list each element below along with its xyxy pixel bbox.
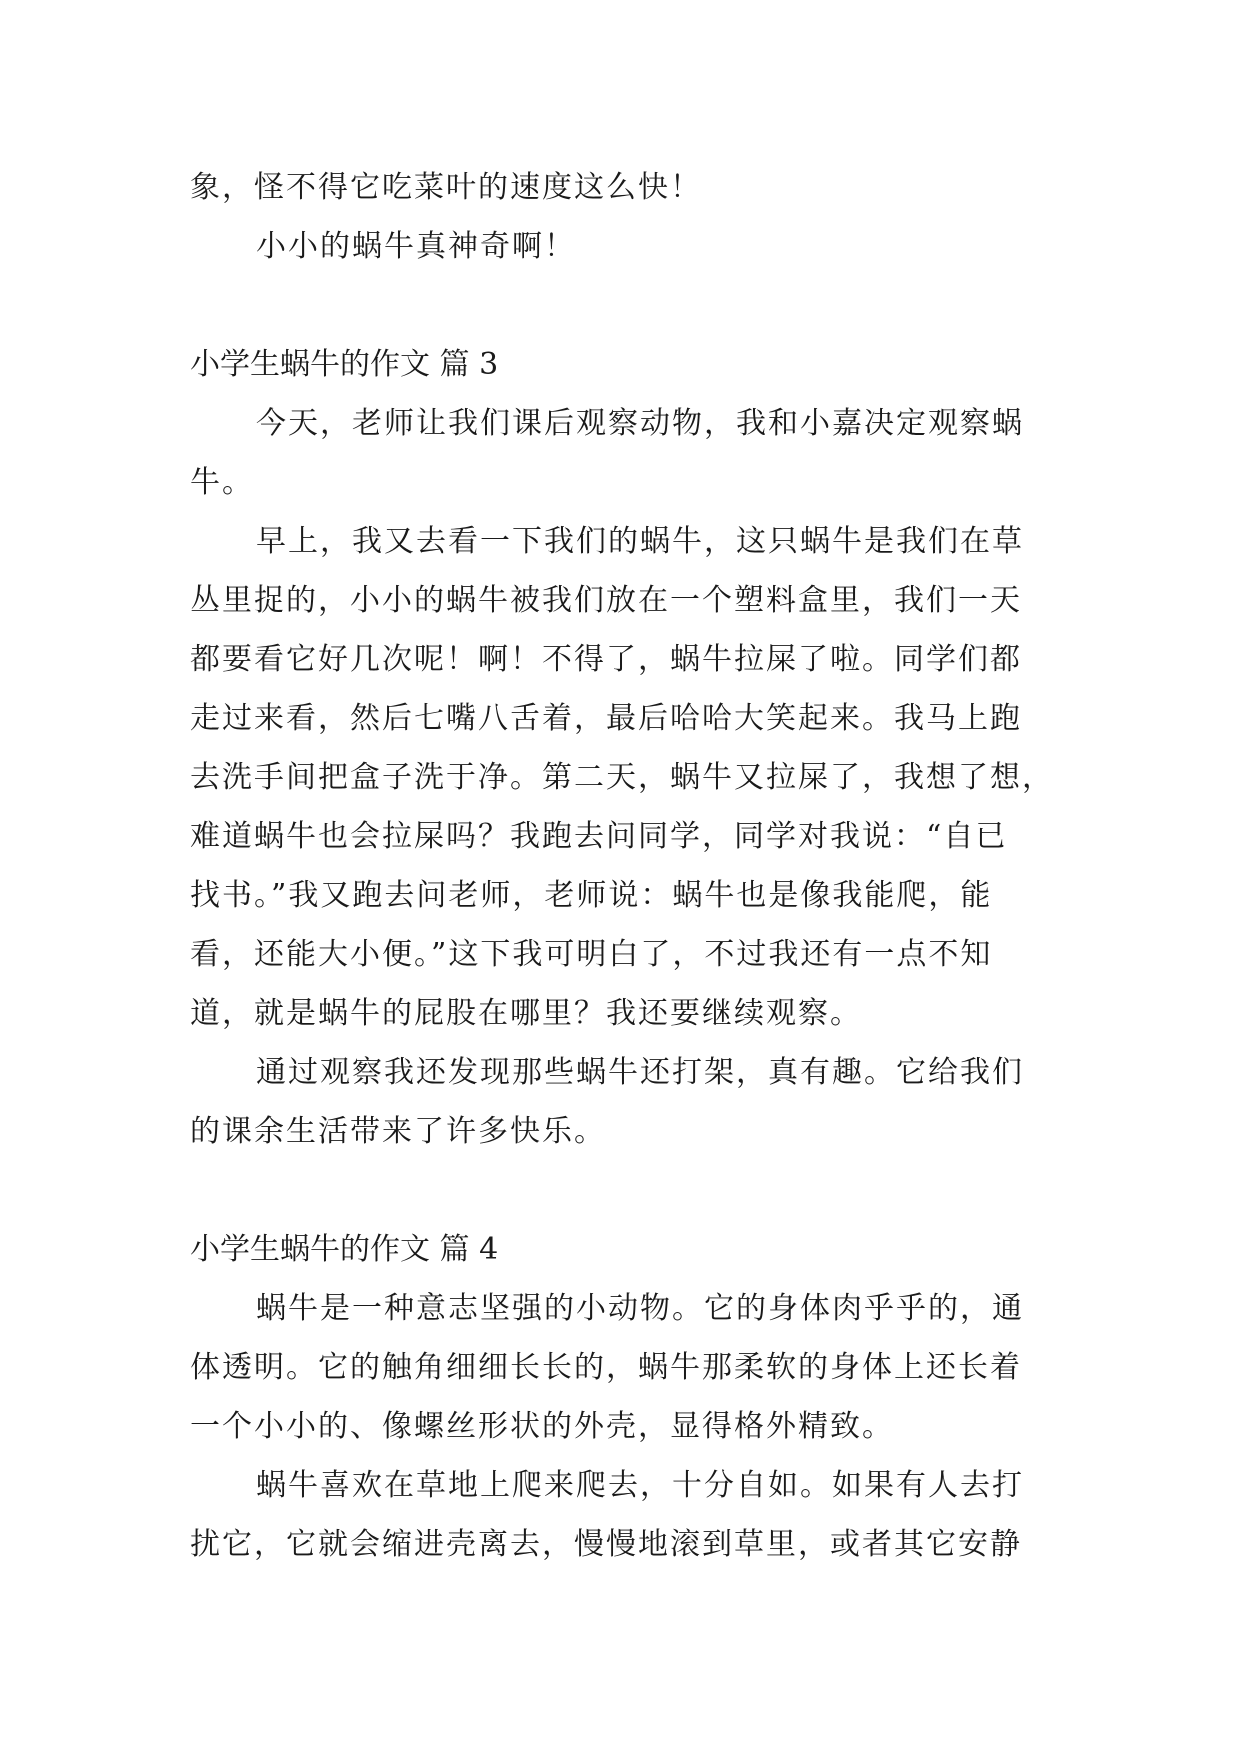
section-heading: 小学生蜗牛的作文 篇 3 xyxy=(190,347,499,382)
paragraph-line: 蜗牛是一种意志坚强的小动物。它的身体肉乎乎的，通 xyxy=(256,1291,1024,1326)
document-page xyxy=(190,158,1060,1574)
paragraph-line: 丛里捉的，小小的蜗牛被我们放在一个塑料盒里，我们一天 xyxy=(190,583,1022,618)
paragraph-line: 走过来看，然后七嘴八舌着，最后哈哈大笑起来。我马上跑 xyxy=(190,701,1022,736)
paragraph-line: 看，还能大小便。”这下我可明白了，不过我还有一点不知 xyxy=(190,937,993,972)
paragraph-line: 早上，我又去看一下我们的蜗牛，这只蜗牛是我们在草 xyxy=(256,524,1024,559)
paragraph-line: 蜗牛喜欢在草地上爬来爬去，十分自如。如果有人去打 xyxy=(256,1468,1024,1503)
paragraph-line: 找书。”我又跑去问老师，老师说：蜗牛也是像我能爬，能 xyxy=(190,878,993,913)
section-heading: 小学生蜗牛的作文 篇 4 xyxy=(190,1232,499,1267)
paragraph-line: 体透明。它的触角细细长长的，蜗牛那柔软的身体上还长着 xyxy=(190,1350,1022,1385)
paragraph-line: 难道蜗牛也会拉屎吗？我跑去问同学，同学对我说：“自已 xyxy=(190,819,1008,854)
section-gap xyxy=(190,276,1060,335)
paragraph-line: 扰它，它就会缩进壳离去，慢慢地滚到草里，或者其它安静 xyxy=(190,1527,1022,1562)
paragraph-line: 象，怪不得它吃菜叶的速度这么快！ xyxy=(190,170,702,205)
paragraph-line: 一个小小的、像螺丝形状的外壳，显得格外精致。 xyxy=(190,1409,894,1444)
paragraph-line: 道，就是蜗牛的屁股在哪里？我还要继续观察。 xyxy=(190,996,862,1031)
paragraph-line: 都要看它好几次呢！啊！不得了，蜗牛拉屎了啦。同学们都 xyxy=(190,642,1022,677)
paragraph-line: 牛。 xyxy=(190,465,254,500)
paragraph-line: 小小的蜗牛真神奇啊！ xyxy=(256,229,576,264)
paragraph-line: 今天，老师让我们课后观察动物，我和小嘉决定观察蜗 xyxy=(256,406,1024,441)
paragraph-line: 通过观察我还发现那些蜗牛还打架，真有趣。它给我们 xyxy=(256,1055,1024,1090)
paragraph-line: 的课余生活带来了许多快乐。 xyxy=(190,1114,606,1149)
paragraph-line: 去洗手间把盒子洗于净。第二天，蜗牛又拉屎了，我想了想， xyxy=(190,760,1054,795)
section-gap xyxy=(190,1161,1060,1220)
